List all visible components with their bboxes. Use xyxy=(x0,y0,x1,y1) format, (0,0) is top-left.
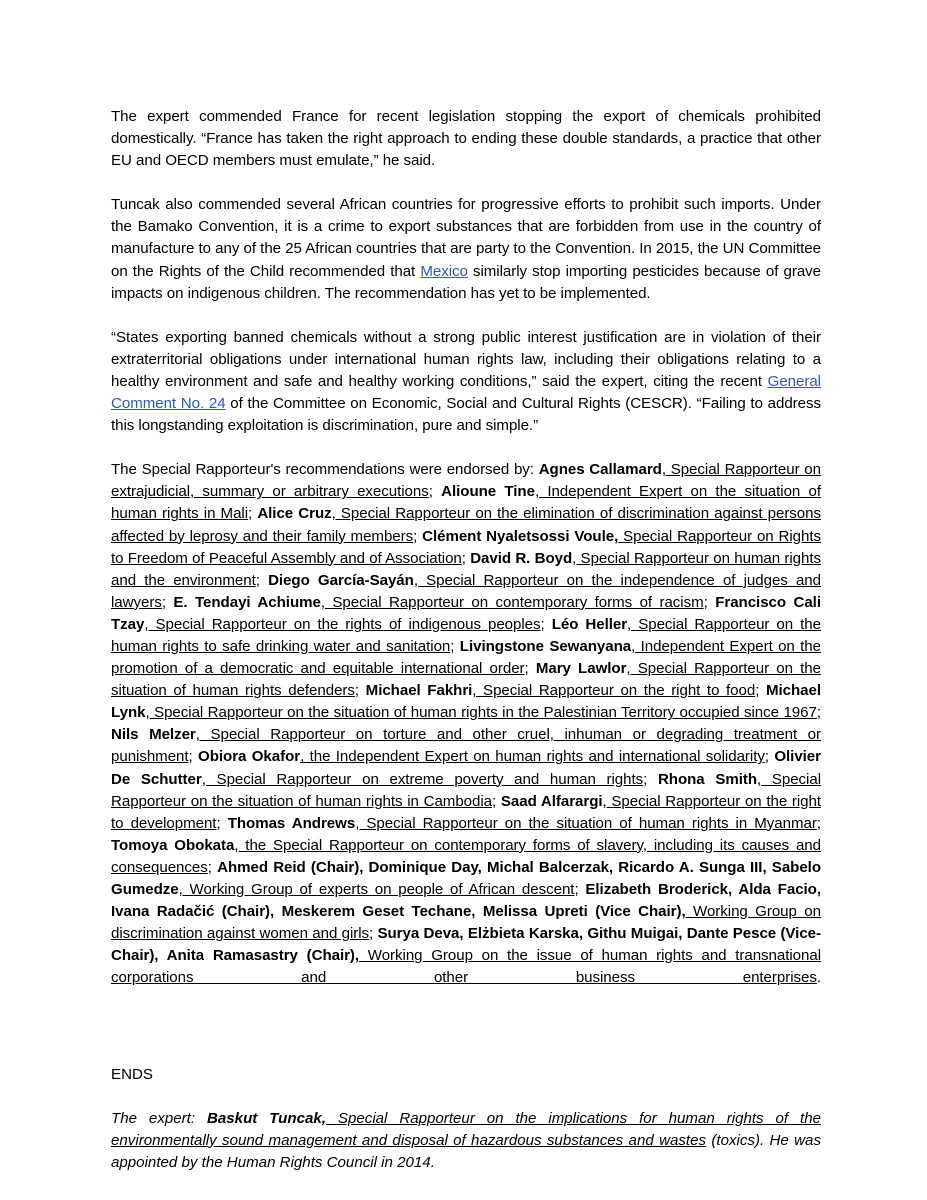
endorser-name: David R. Boyd xyxy=(470,549,573,567)
document-text-body xyxy=(111,106,821,1174)
spacer-before-expert-note xyxy=(111,1086,821,1108)
endorser-mandate-title: , Special Rapporteur on the human rights to safe drinking water and sanitation xyxy=(111,615,821,655)
endorser-separator: ; xyxy=(703,593,716,611)
expert-mandate-title: Special Rapporteur on the implications for human rights of the environmentally sound management and disposal of hazardous substances and wastes xyxy=(111,1109,821,1149)
endorser-list xyxy=(111,461,821,986)
endorser-separator: ; xyxy=(764,748,775,766)
endorser-separator: ; xyxy=(207,858,218,876)
endorser-mandate-title: , Special Rapporteur on the rights of indigenous peoples xyxy=(144,615,541,633)
endorser-mandate-title: , Special Rapporteur on contemporary forms of racism xyxy=(320,593,704,611)
endorser-separator: . xyxy=(816,969,821,987)
endorser-name: Tomoya Obokata xyxy=(111,836,235,854)
endorser-mandate-title: , Special Rapporteur on the elimination of discrimination against persons affected by leprosy and their family members xyxy=(111,505,821,545)
endorser-mandate-title: , Special Rapporteur on torture and other cruel, inhuman or degrading treatment or punishment xyxy=(111,726,821,766)
endorser-mandate-title: , the Independent Expert on human rights and international solidarity xyxy=(300,748,765,766)
endorser-separator: ; xyxy=(369,925,378,943)
endorser-name: Elizabeth Broderick, Alda Facio, Ivana Radačić (Chair), Meskerem Geset Techane, Melissa Upreti (Vice Chair), xyxy=(111,881,821,921)
endorser-mandate-title: , Special Rapporteur on the situation of human rights defenders xyxy=(111,660,821,700)
endorser-separator: ; xyxy=(540,615,552,633)
endorser-separator: ; xyxy=(816,814,821,832)
endorser-name: Obiora Okafor xyxy=(198,748,301,766)
endorser-name: Nils Melzer xyxy=(111,726,196,744)
endorser-separator: ; xyxy=(428,483,442,501)
endorser-mandate-title: , the Special Rapporteur on contemporary forms of slavery, including its causes and consequences xyxy=(111,836,821,876)
expert-name: Baskut Tuncak, xyxy=(206,1109,326,1127)
expert-lead-label: The expert: xyxy=(111,1109,207,1127)
endorser-name: Mary Lawlor xyxy=(535,660,627,678)
endorser-mandate-title: , Special Rapporteur on the right to food xyxy=(472,682,756,700)
endorser-mandate-title: , Independent Expert on the situation of human rights in Mali xyxy=(111,483,822,523)
endorser-mandate-title: , Special Rapporteur on extrajudicial, summary or arbitrary executions xyxy=(111,461,821,501)
endorser-mandate-title: , Special Rapporteur on the situation of human rights in Myanmar xyxy=(355,814,817,832)
endorser-name: Thomas Andrews xyxy=(227,814,356,832)
endorser-name: E. Tendayi Achiume xyxy=(173,593,321,611)
paragraph-bamako-convention xyxy=(111,194,821,304)
endorser-name: Francisco Cali Tzay xyxy=(111,593,821,633)
endorser-separator: ; xyxy=(248,505,258,523)
endorser-name: Saad Alfarargi xyxy=(500,792,603,810)
endorser-mandate-title: , Working Group of experts on people of African descent xyxy=(178,881,575,898)
endorser-name: Diego García-Sayán xyxy=(268,571,414,589)
endorser-name: Livingstone Sewanyana xyxy=(459,637,632,655)
endorser-name: Ahmed Reid (Chair), Dominique Day, Michal Balcerzak, Ricardo A. Sunga III, Sabelo Gumedze xyxy=(111,858,821,898)
paragraph-france-legislation: The expert commended France for recent legislation stopping the export of chemicals prohibited domestically. “France has taken the right approach to ending these double standards, a practice that other EU and OECD members must emulate,” he said. xyxy=(111,108,821,170)
ends-marker: ENDS xyxy=(111,1065,153,1083)
paragraph-endorsements xyxy=(111,459,821,1011)
endorser-mandate-title: , Independent Expert on the promotion of a democratic and equitable international order xyxy=(111,637,821,678)
endorser-separator: ; xyxy=(574,881,586,898)
endorser-mandate-title: , Special Rapporteur on the situation of human rights in the Palestinian Territory occupied since 1967 xyxy=(145,704,817,722)
endorser-mandate-title: , Special Rapporteur on the situation of human rights in Cambodia xyxy=(111,770,822,810)
endorser-name: Alice Cruz xyxy=(257,505,332,523)
endorser-name: Léo Heller xyxy=(551,615,628,633)
endorser-separator: ; xyxy=(461,549,471,567)
paragraph-bamako-text-after-link: similarly stop importing pesticides because of grave impacts on indigenous children. The recommendation has yet to be implemented. xyxy=(111,262,822,302)
mexico-link[interactable]: Mexico xyxy=(420,262,468,280)
endorser-mandate-title: , Special Rapporteur on the right to development xyxy=(111,792,821,832)
endorser-name: Michael Fakhri xyxy=(365,682,473,700)
endorser-name: Rhona Smith xyxy=(657,770,758,788)
endorser-name: Michael Lynk xyxy=(111,682,821,722)
endorser-separator: ; xyxy=(643,770,658,788)
paragraph-quote-text-before-link: “States exporting banned chemicals without a strong public interest justification are in violation of their extraterritorial obligations under international human rights law, including their obligations relating to a healthy environment and safe and healthy working conditions,” said the expert, citing the recent xyxy=(111,328,821,390)
endorser-separator: ; xyxy=(492,792,501,810)
endorser-separator: ; xyxy=(816,704,821,722)
endorser-mandate-title: Working Group on discrimination against women and girls xyxy=(111,903,821,943)
endorser-separator: ; xyxy=(161,593,174,611)
paragraph-quote-text-after-link: of the Committee on Economic, Social and Cultural Rights (CESCR). “Failing to address this longstanding exploitation is discrimination, pure and simple.” xyxy=(111,395,821,435)
endorser-mandate-title: , Special Rapporteur on extreme poverty and human rights xyxy=(201,770,644,788)
endorser-name: Surya Deva, Elżbieta Karska, Githu Muigai, Dante Pesce (Vice-Chair), Anita Ramasastry (Chair), xyxy=(111,925,821,965)
endorser-separator: ; xyxy=(413,527,423,545)
endorser-mandate-title: , Special Rapporteur on the independence of judges and lawyers xyxy=(111,571,821,611)
endorser-name: Olivier De Schutter xyxy=(111,748,821,788)
endorser-separator: ; xyxy=(216,814,228,832)
spacer-before-ends xyxy=(111,1034,821,1064)
endorser-separator: ; xyxy=(255,571,269,589)
endorser-separator: ; xyxy=(755,682,766,700)
endorser-mandate-title: Special Rapporteur on Rights to Freedom of Peaceful Assembly and of Association xyxy=(111,527,821,567)
endorser-name: Alioune Tine xyxy=(441,483,535,501)
endorser-separator: ; xyxy=(354,682,366,700)
endorser-separator: ; xyxy=(524,660,536,678)
endorser-separator: ; xyxy=(188,748,199,766)
paragraph-bamako-text-before-link: Tuncak also commended several African countries for progressive efforts to prohibit such imports. Under the Bamako Convention, it is a crime to export substances that are forbidden from use in the country of manufacture to any of the 25 African countries that are party to the Convention. In 2015, the UN Committee on the Rights of the Child recommended that xyxy=(111,196,821,280)
expert-appointment-note: (toxics). He was appointed by the Human Rights Council in 2014. xyxy=(111,1131,821,1171)
endorser-name: Clément Nyaletsossi Voule, xyxy=(422,527,619,545)
paragraph-states-exporting-quote xyxy=(111,327,821,437)
general-comment-24-link[interactable]: General Comment No. 24 xyxy=(111,372,821,413)
endorser-mandate-title: , Special Rapporteur on human rights and the environment xyxy=(111,549,822,589)
paragraph-expert-biography xyxy=(111,1108,821,1174)
endorsement-intro: The Special Rapporteur's recommendations were endorsed by: xyxy=(111,461,539,479)
endorser-mandate-title: Working Group on the issue of human rights and transnational corporations and other business enterprises xyxy=(111,947,822,987)
endorser-name: Agnes Callamard xyxy=(538,461,662,479)
endorser-separator: ; xyxy=(450,637,460,655)
